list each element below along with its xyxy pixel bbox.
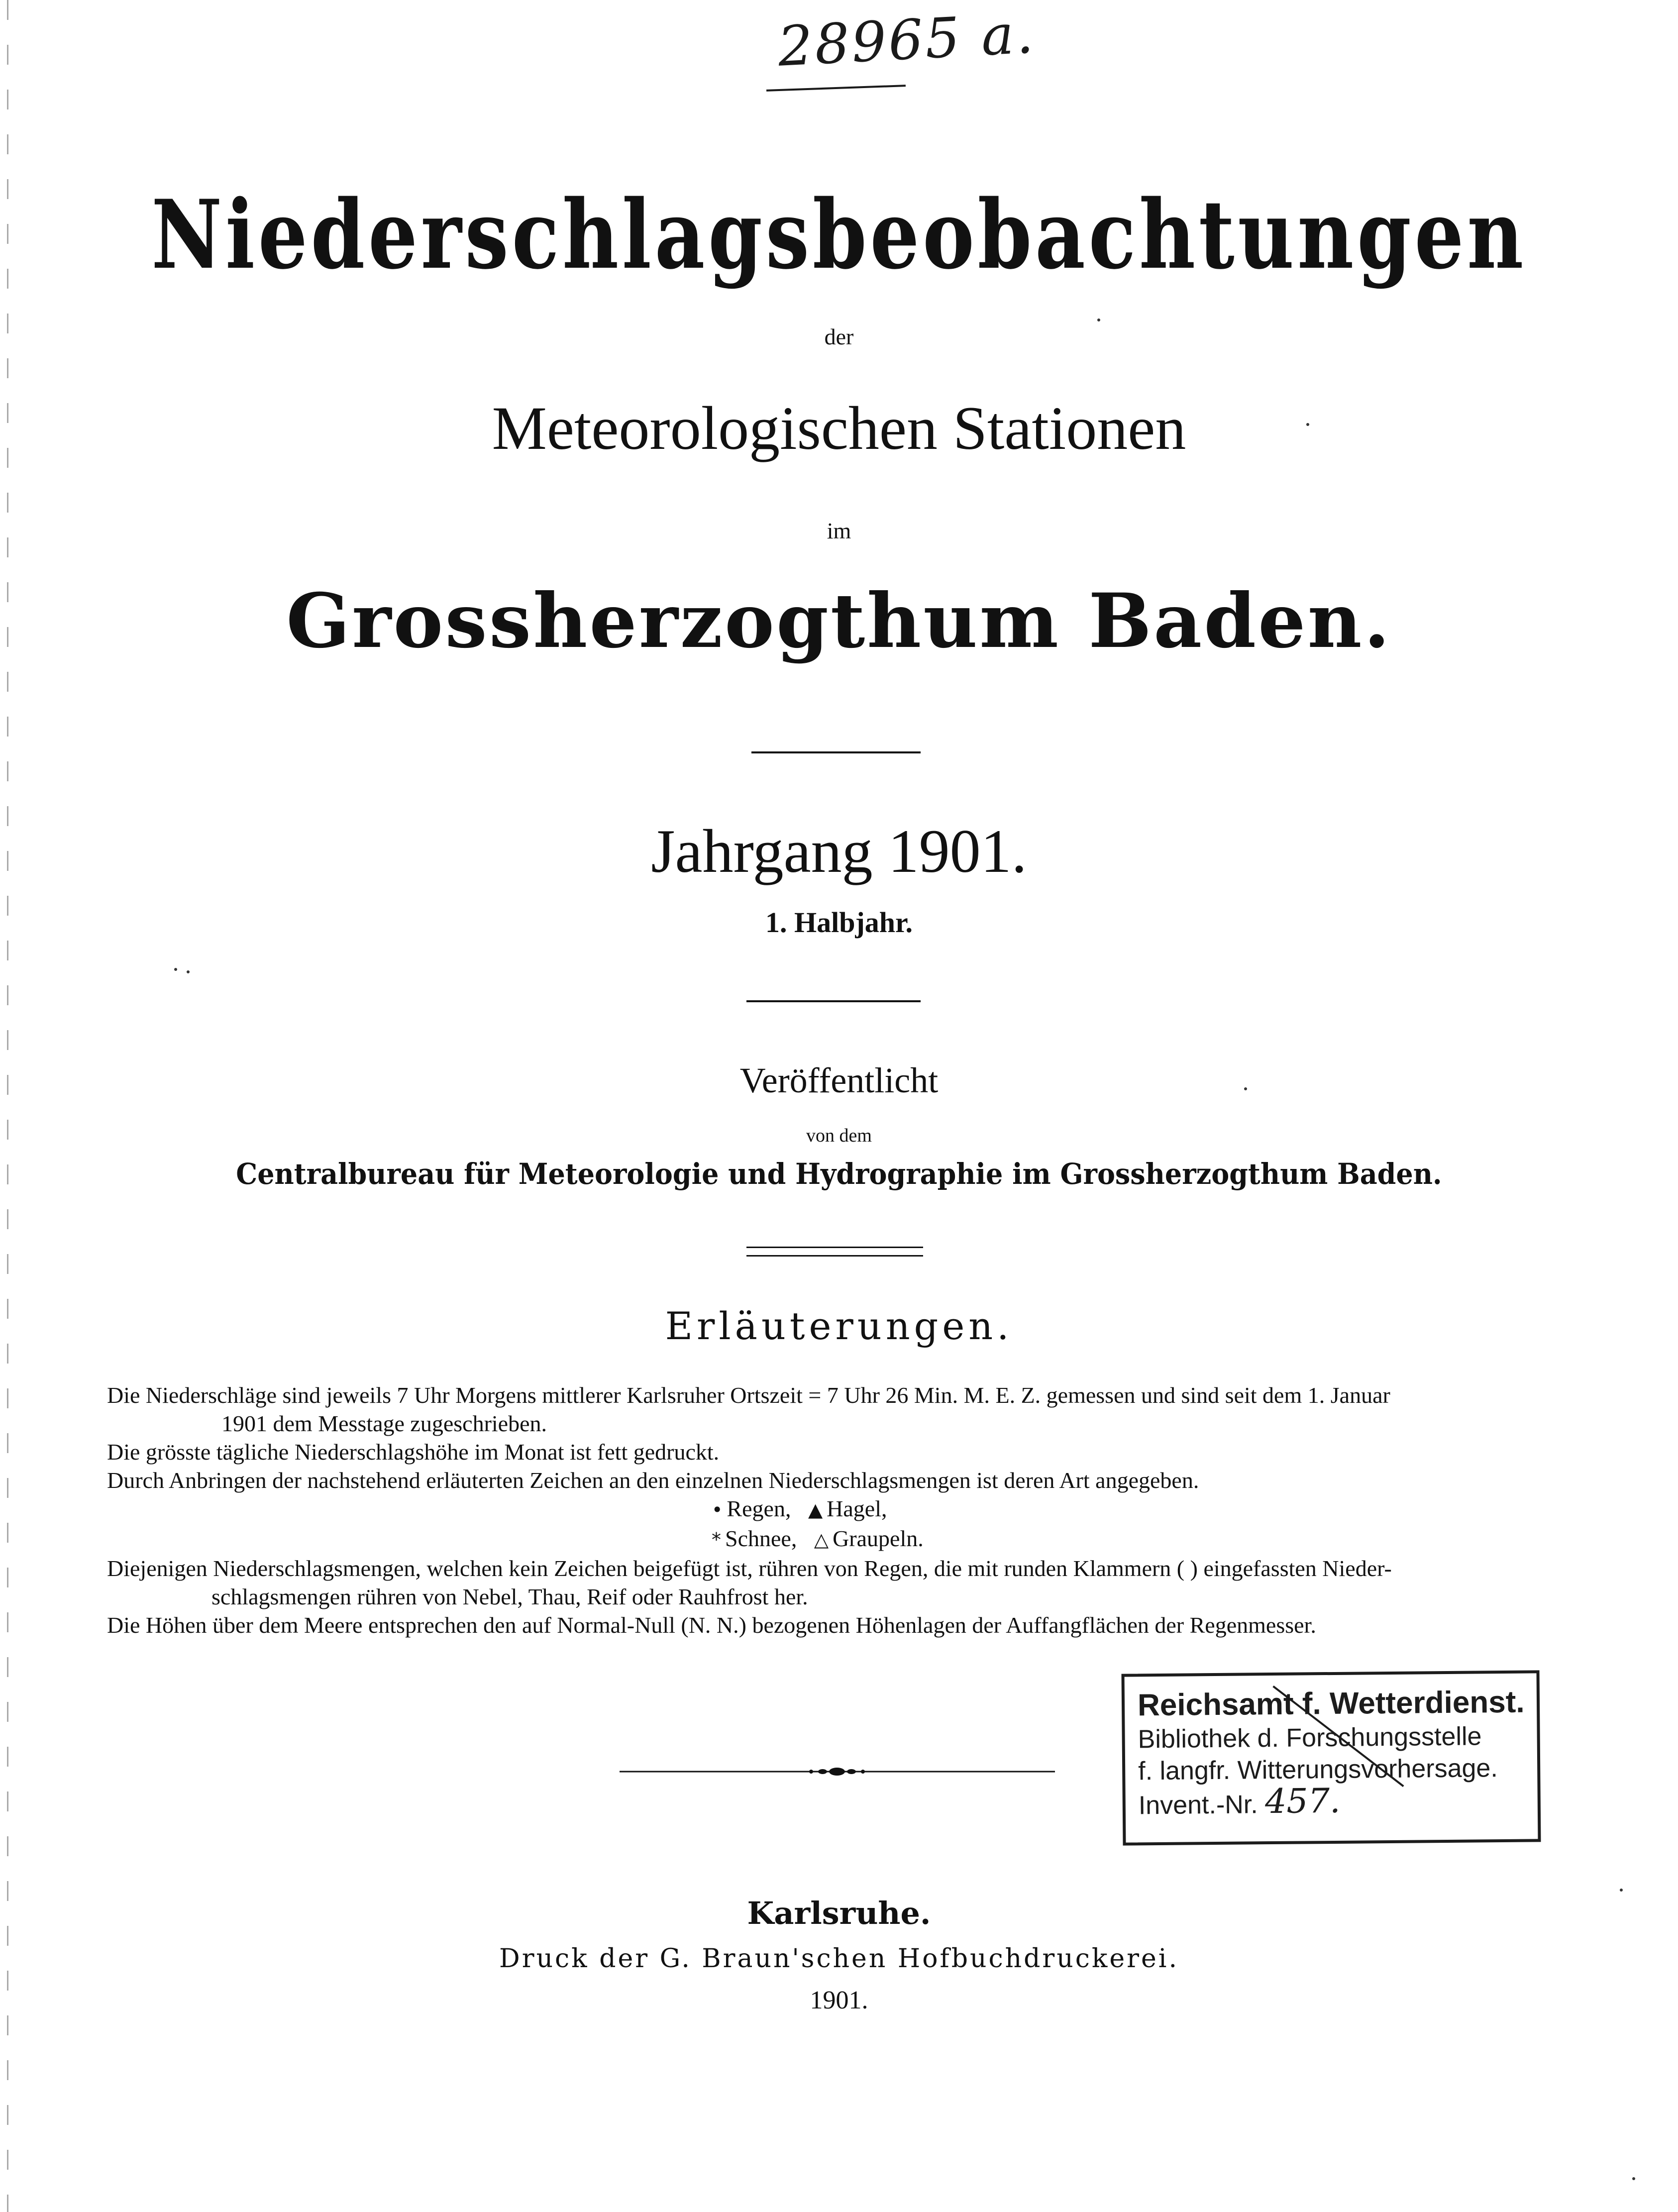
note-symbols-intro: Durch Anbringen der nachstehend erläuterten Zeichen an den einzelnen Niederschlagsmengen ist deren Art angegeben. <box>107 1468 1199 1493</box>
note-measurement-time: Die Niederschläge sind jeweils 7 Uhr Morgens mittlerer Karlsruher Ortszeit = 7 Uhr 26 Min. M. E. Z. gemessen und sind seit dem 1. Januar <box>107 1382 1390 1408</box>
half-year: 1. Halbjahr. <box>765 906 913 939</box>
scan-speck <box>1632 2177 1635 2180</box>
volume-year: Jahrgang 1901. <box>651 817 1027 885</box>
stamp-line-inventory <box>1138 1781 1538 1822</box>
scan-speck <box>1306 423 1309 426</box>
connector-im: im <box>827 518 851 543</box>
double-divider-top <box>746 1247 923 1248</box>
symbol-label-rain: Regen, <box>727 1496 791 1521</box>
scan-speck <box>1097 318 1100 321</box>
document-subtitle: Meteorologischen Stationen <box>492 394 1186 462</box>
explanations-heading: Erläuterungen. <box>665 1304 1013 1348</box>
divider-rule <box>751 751 921 753</box>
note-no-symbol-cont: schlagsmengen rühren von Nebel, Thau, Reif oder Rauhfrost her. <box>211 1584 808 1609</box>
publisher-name: Centralbureau für Meteorologie und Hydrographie im Grossherzogthum Baden. <box>236 1157 1442 1191</box>
note-elevation: Die Höhen über dem Meere entsprechen den auf Normal-Null (N. N.) bezogenen Höhenlagen der Auffangflächen der Regenmesser. <box>107 1612 1316 1638</box>
imprint-place: Karlsruhe. <box>747 1895 931 1931</box>
symbol-legend-row-1 <box>107 1494 1570 1524</box>
rain-dot-icon: • <box>712 1499 723 1521</box>
imprint-printer: Druck der G. Braun'schen Hofbuchdruckerei. <box>499 1944 1179 1974</box>
connector-der: der <box>824 324 854 349</box>
library-stamp <box>1122 1670 1541 1845</box>
note-measurement-time-cont: 1901 dem Messtage zugeschrieben. <box>221 1411 547 1436</box>
published-label: Veröffentlicht <box>739 1060 939 1100</box>
scan-speck <box>1620 1889 1623 1892</box>
hail-triangle-icon: ▲ <box>808 1499 823 1521</box>
symbol-legend-row-2 <box>107 1524 1570 1554</box>
stamp-line-institution: Reichsamt f. Wetterdienst. <box>1137 1685 1525 1723</box>
scan-speck <box>187 970 190 973</box>
snow-asterisk-icon: * <box>712 1529 721 1551</box>
handwritten-underline <box>766 85 906 92</box>
note-no-symbol: Diejenigen Niederschlagsmengen, welchen kein Zeichen beigefügt ist, rühren von Regen, die mit runden Klammern ( ) eingefassten Nieder- <box>107 1556 1392 1581</box>
document-title: Niederschlagsbeobachtungen <box>151 179 1527 290</box>
stamp-line-library: Bibliothek d. Forschungsstelle <box>1138 1722 1482 1754</box>
symbol-label-hail: Hagel, <box>827 1496 887 1521</box>
ornament-divider <box>620 1767 1055 1777</box>
scan-speck <box>174 968 177 971</box>
note-bold-maximum: Die grösste tägliche Niederschlagshöhe im Monat ist fett gedruckt. <box>107 1439 720 1465</box>
explanations-body <box>107 1381 1570 1639</box>
graupel-triangle-icon: △ <box>814 1529 829 1551</box>
scan-speck <box>1244 1087 1247 1090</box>
divider-rule <box>746 1000 921 1002</box>
double-divider-bottom <box>746 1255 923 1257</box>
symbol-label-snow: Schnee, <box>725 1526 797 1551</box>
by-label: von dem <box>806 1125 872 1146</box>
handwritten-catalog-number: 28965 a. <box>776 1 1037 79</box>
symbol-label-graupel: Graupeln. <box>833 1526 924 1551</box>
stamp-line-department: f. langfr. Witterungsvorhersage. <box>1138 1754 1498 1786</box>
imprint-year: 1901. <box>810 1986 868 2014</box>
stamp-inventory-number: 457. <box>1264 1781 1341 1822</box>
region-title: Grossherzogthum Baden. <box>286 577 1392 665</box>
stamp-inventory-label: Invent.-Nr. <box>1138 1790 1258 1820</box>
